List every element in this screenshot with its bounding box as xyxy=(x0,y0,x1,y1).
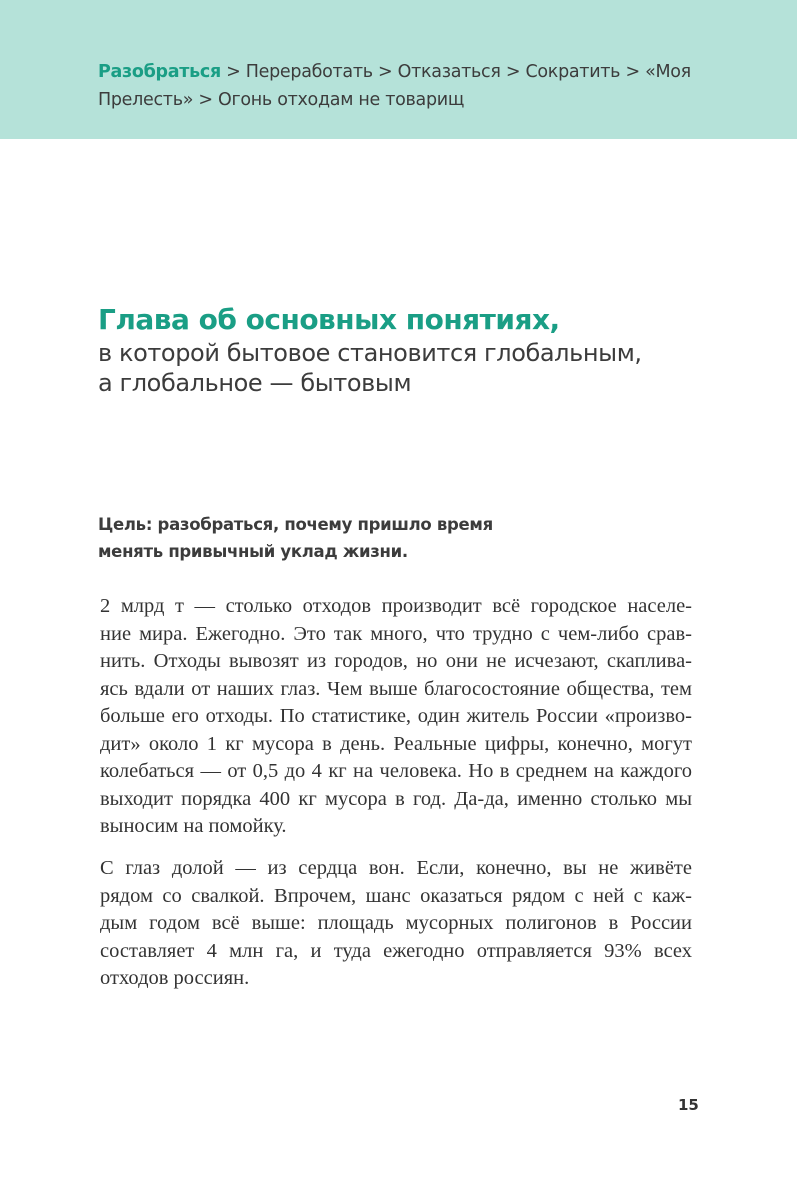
goal-line: Цель: разобраться, почему пришло время xyxy=(98,515,493,534)
breadcrumb xyxy=(98,58,738,114)
paragraph-line: составляет 4 млн га, и туда ежегодно отправляется 93% всех xyxy=(100,939,692,962)
paragraph-line: дым годом всё выше: площадь мусорных полигонов в России xyxy=(100,912,692,934)
paragraph-1 xyxy=(100,593,692,841)
paragraph-line: колебаться — от 0,5 до 4 кг на человека. Но в среднем на каждого xyxy=(100,760,692,782)
page-number: 15 xyxy=(678,1096,699,1114)
chapter-goal xyxy=(98,511,493,565)
paragraph-line: больше его отходы. По статистике, один житель России «произво- xyxy=(100,705,692,727)
paragraph-line: рядом со свалкой. Впрочем, шанс оказаться рядом с ней с каж- xyxy=(100,884,692,907)
paragraph-line: С глаз долой — из сердца вон. Если, конечно, вы не живёте xyxy=(100,857,692,879)
paragraph-line: отходов россиян. xyxy=(100,967,250,989)
breadcrumb-rest: > Переработать > Отказаться > Сократить > «Моя xyxy=(220,62,691,82)
chapter-heading: Глава об основных понятиях, xyxy=(98,303,560,336)
chapter-subtitle-line: а глобальное — бытовым xyxy=(98,369,412,397)
paragraph-line: ясь вдали от наших глаз. Чем выше благосостояние общества, тем xyxy=(100,677,692,700)
paragraph-line: 2 млрд т — столько отходов производит всё городское населе- xyxy=(100,595,692,617)
paragraph-2 xyxy=(100,855,692,993)
paragraph-line: выходит порядка 400 кг мусора в год. Да-да, именно столько мы xyxy=(100,787,692,810)
breadcrumb-active: Разобраться xyxy=(98,62,221,82)
goal-line: менять привычный уклад жизни. xyxy=(98,542,408,561)
chapter-subtitle-line: в которой бытовое становится глобальным, xyxy=(98,339,642,367)
chapter-title xyxy=(98,302,642,398)
breadcrumb-line2: Прелесть» > Огонь отходам не товарищ xyxy=(98,90,465,110)
paragraph-line: выносим на помойку. xyxy=(100,815,287,837)
paragraph-line: дит» около 1 кг мусора в день. Реальные цифры, конечно, могут xyxy=(100,732,692,755)
paragraph-line: нить. Отходы вывозят из городов, но они не исчезают, скаплива- xyxy=(100,650,692,672)
paragraph-line: ние мира. Ежегодно. Это так много, что трудно с чем-либо срав- xyxy=(100,622,692,645)
